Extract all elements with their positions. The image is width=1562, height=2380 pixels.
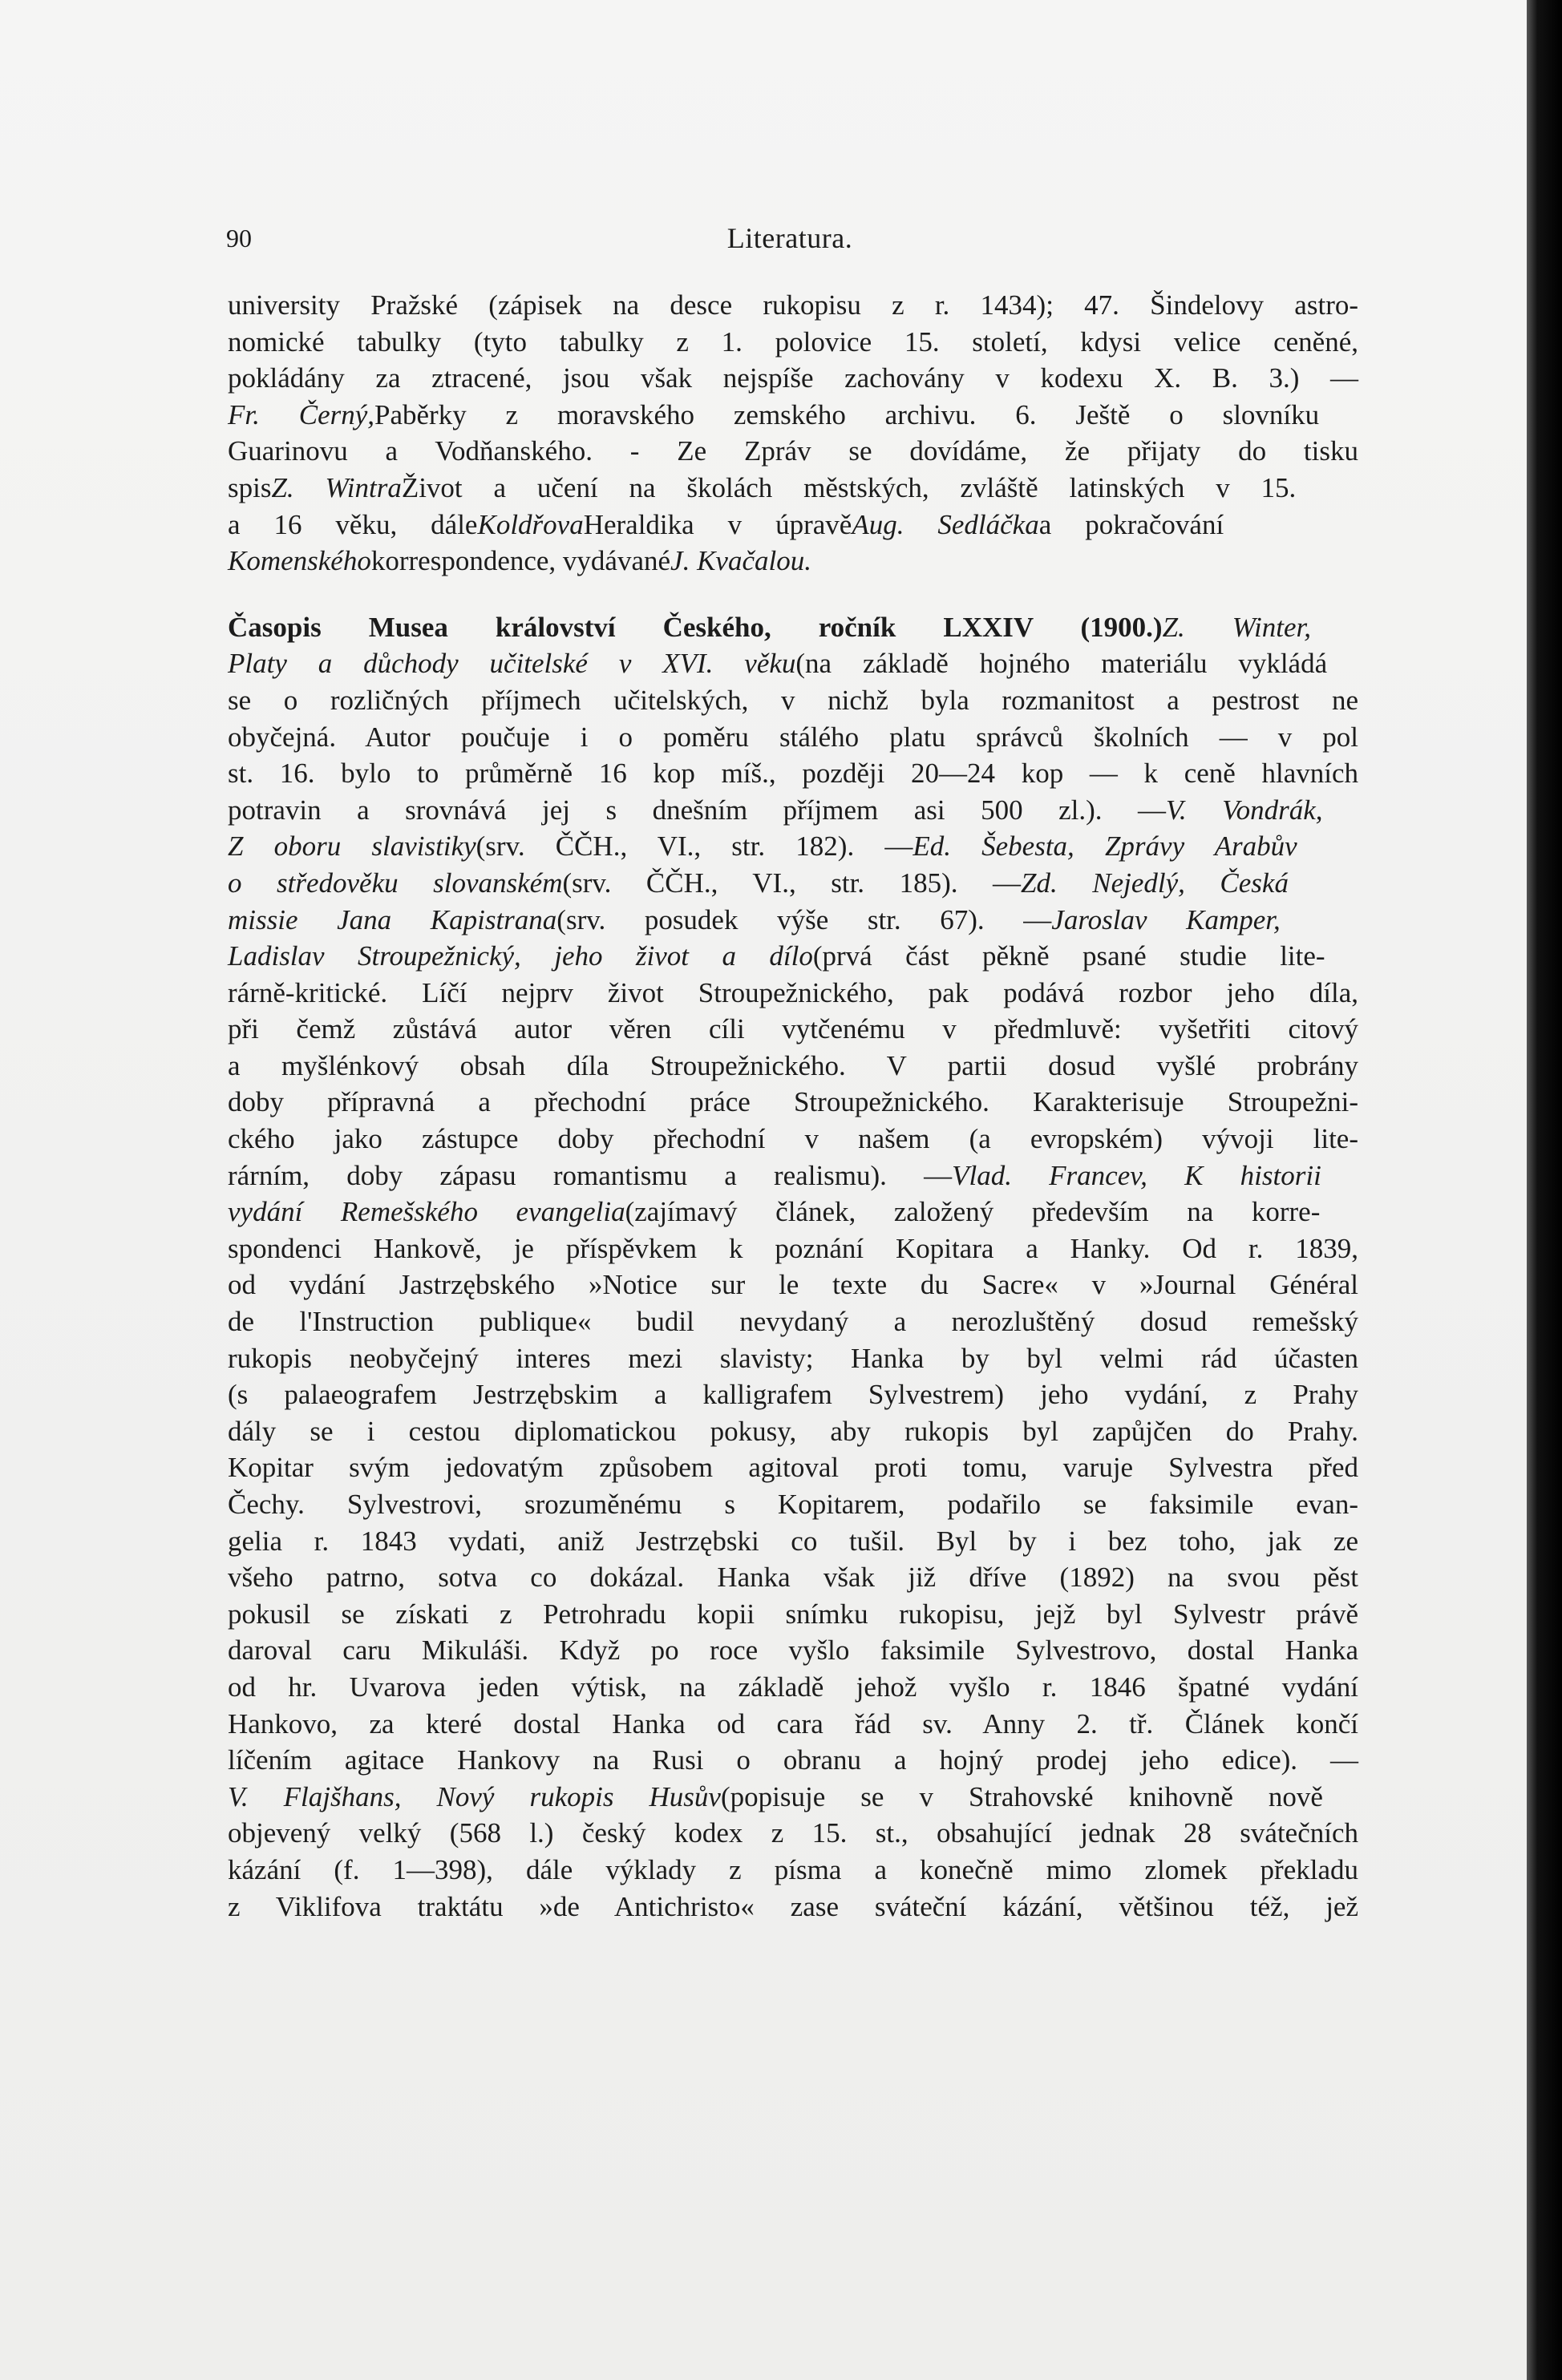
text-line: kázání (f. 1—398), dále výklady z písma a konečně mimo zlomek překladu <box>228 1853 1358 1885</box>
text-line: od hr. Uvarova jeden výtisk, na základě jehož vyšlo r. 1846 špatné vydání <box>228 1671 1358 1703</box>
text-line: doby přípravná a přechodní práce Stroupežnického. Karakterisuje Stroupežni- <box>228 1086 1358 1118</box>
text-line: university Pražské (zápisek na desce rukopisu z r. 1434); 47. Šindelovy astro- <box>228 289 1358 321</box>
text-line: missie Jana Kapistrana (srv. posudek výše str. 67). — Jaroslav Kamper, <box>228 902 1358 939</box>
paragraph-gap <box>228 580 1358 609</box>
work-title: Z oboru slavistiky <box>228 830 476 863</box>
text-line: z Viklifova traktátu »de Antichristo« zase sváteční kázání, většinou též, jež <box>228 1890 1358 1922</box>
text-line: (s palaeografem Jestrzębskim a kalligrafem Sylvestrem) jeho vydání, z Prahy <box>228 1379 1358 1411</box>
text-line: pokládány za ztracené, jsou však nejspíše zachovány v kodexu X. B. 3.) — <box>228 362 1358 394</box>
text-line: de l'Instruction publique« budil nevydaný a nerozluštěný dosud remešský <box>228 1306 1358 1338</box>
author-name: Komenského <box>228 545 371 577</box>
text-line: vydání Remešského evangelia (zajímavý článek, založený především na korre- <box>228 1194 1358 1230</box>
author-name: Fr. Černý, <box>228 398 375 430</box>
work-title: Zd. Nejedlý, Česká <box>1021 867 1289 899</box>
text-line: Platy a důchody učitelské v XVI. věku (na základě hojného materiálu vykládá <box>228 645 1358 682</box>
text-line: objevený velký (568 l.) český kodex z 15. st., obsahující jednak 28 svátečních <box>228 1817 1358 1849</box>
text-line: a 16 věku, dále Koldřova Heraldika v úpravě Aug. Sedláčka a pokračování <box>228 507 1358 543</box>
text-line: spis Z. Wintra Život a učení na školách městských, zvláště latinských v 15. <box>228 470 1358 507</box>
author-name: Z. Wintra <box>271 471 402 503</box>
text-line: Komenského korrespondence, vydávané J. Kvačalou. <box>228 543 1358 580</box>
running-title: Literatura. <box>726 222 853 254</box>
author-name: V. Vondrák, <box>1166 794 1323 826</box>
work-title: missie Jana Kapistrana <box>228 903 557 935</box>
text-line: potravin a srovnává jej s dnešním příjmem asi 500 zl.). — V. Vondrák, <box>228 792 1358 829</box>
body-text <box>228 287 1358 1925</box>
text-line: rárním, doby zápasu romantismu a realismu). — Vlad. Francev, K historii <box>228 1158 1358 1194</box>
text-line: pokusil se získati z Petrohradu kopii snímku rukopisu, jejž byl Sylvestr právě <box>228 1598 1358 1630</box>
work-title: vydání Remešského evangelia <box>228 1196 625 1228</box>
text-line: Ladislav Stroupežnický, jeho život a dílo (prvá část pěkně psané studie lite- <box>228 938 1358 975</box>
text-line: Fr. Černý, Paběrky z moravského zemského archivu. 6. Ještě o slovníku <box>228 397 1358 434</box>
running-head <box>216 218 1363 258</box>
work-title: Ed. Šebesta, Zprávy Arabův <box>913 830 1297 863</box>
author-name: Aug. Sedláčka <box>852 508 1039 540</box>
author-name: Koldřova <box>477 508 584 540</box>
scan-border <box>1527 0 1562 2380</box>
text-line: V. Flajšhans, Nový rukopis Husův (popisuje se v Strahovské knihovně nově <box>228 1779 1358 1816</box>
text-line: Časopis Musea království Českého, ročník LXXIV (1900.) Z. Winter, <box>228 609 1358 646</box>
text-line: od vydání Jastrzębského »Notice sur le texte du Sacre« v »Journal Général <box>228 1269 1358 1301</box>
text-line: při čemž zůstává autor věren cíli vytčenému v předmluvě: vyšetřiti citový <box>228 1013 1358 1045</box>
text-line: nomické tabulky (tyto tabulky z 1. polovice 15. století, kdysi velice ceněné, <box>228 325 1358 358</box>
text-line: spondenci Hankově, je příspěvkem k poznání Kopitara a Hanky. Od r. 1839, <box>228 1232 1358 1264</box>
work-title: o středověku slovanském <box>228 867 563 899</box>
text-line: Guarinovu a Vodňanského. - Ze Zpráv se dovídáme, že přijaty do tisku <box>228 435 1358 467</box>
text-line: o středověku slovanském (srv. ČČH., VI., str. 185). — Zd. Nejedlý, Česká <box>228 865 1358 902</box>
journal-title: Časopis Musea království Českého, ročník LXXIV (1900.) <box>228 611 1163 643</box>
text-line: daroval caru Mikuláši. Když po roce vyšlo faksimile Sylvestrovo, dostal Hanka <box>228 1634 1358 1667</box>
page-number: 90 <box>226 224 252 253</box>
text-line: všeho patrno, sotva co dokázal. Hanka však již dříve (1892) na svou pěst <box>228 1562 1358 1594</box>
text-line: st. 16. bylo to průměrně 16 kop míš., později 20—24 kop — k ceně hlavních <box>228 758 1358 790</box>
text-line: Kopitar svým jedovatým způsobem agitoval proti tomu, varuje Sylvestra před <box>228 1452 1358 1484</box>
paragraph-1 <box>228 287 1358 580</box>
text-line: rukopis neobyčejný interes mezi slavisty; Hanka by byl velmi rád účasten <box>228 1342 1358 1374</box>
work-title: Ladislav Stroupežnický, jeho život a dílo <box>228 940 813 972</box>
text-line: a myšlénkový obsah díla Stroupežnického. V partii dosud vyšlé probrány <box>228 1049 1358 1081</box>
text-line: rárně-kritické. Líčí nejprv život Stroupežnického, pak podává rozbor jeho díla, <box>228 976 1358 1008</box>
text-line: líčením agitace Hankovy na Rusi o obranu a hojný prodej jeho edice). — <box>228 1744 1358 1776</box>
text-line: ckého jako zástupce doby přechodní v našem (a evropském) vývoji lite- <box>228 1123 1358 1155</box>
work-title: Vlad. Francev, K historii <box>952 1159 1321 1191</box>
text-line: Z oboru slavistiky (srv. ČČH., VI., str. 182). — Ed. Šebesta, Zprávy Arabův <box>228 828 1358 865</box>
text-line: Hankovo, za které dostal Hanka od cara řád sv. Anny 2. tř. Článek končí <box>228 1707 1358 1740</box>
author-name: Jaroslav Kamper, <box>1051 903 1281 935</box>
text-line: se o rozličných příjmech učitelských, v nichž byla rozmanitost a pestrost ne <box>228 684 1358 716</box>
text-line: Čechy. Sylvestrovi, srozuměnému s Kopitarem, podařilo se faksimile evan- <box>228 1489 1358 1520</box>
text-line: obyčejná. Autor poučuje i o poměru stálého platu správců školních — v pol <box>228 721 1358 753</box>
text-line: dály se i cestou diplomatickou pokusy, aby rukopis byl zapůjčen do Prahy. <box>228 1415 1358 1447</box>
paragraph-2 <box>228 609 1358 1925</box>
text-line: gelia r. 1843 vydati, aniž Jestrzębski co tušil. Byl by i bez toho, jak ze <box>228 1525 1358 1557</box>
work-title: V. Flajšhans, Nový rukopis Husův <box>228 1780 721 1812</box>
author-name: J. Kvačalou. <box>670 545 811 577</box>
work-title: Platy a důchody učitelské v XVI. věku <box>228 648 796 680</box>
